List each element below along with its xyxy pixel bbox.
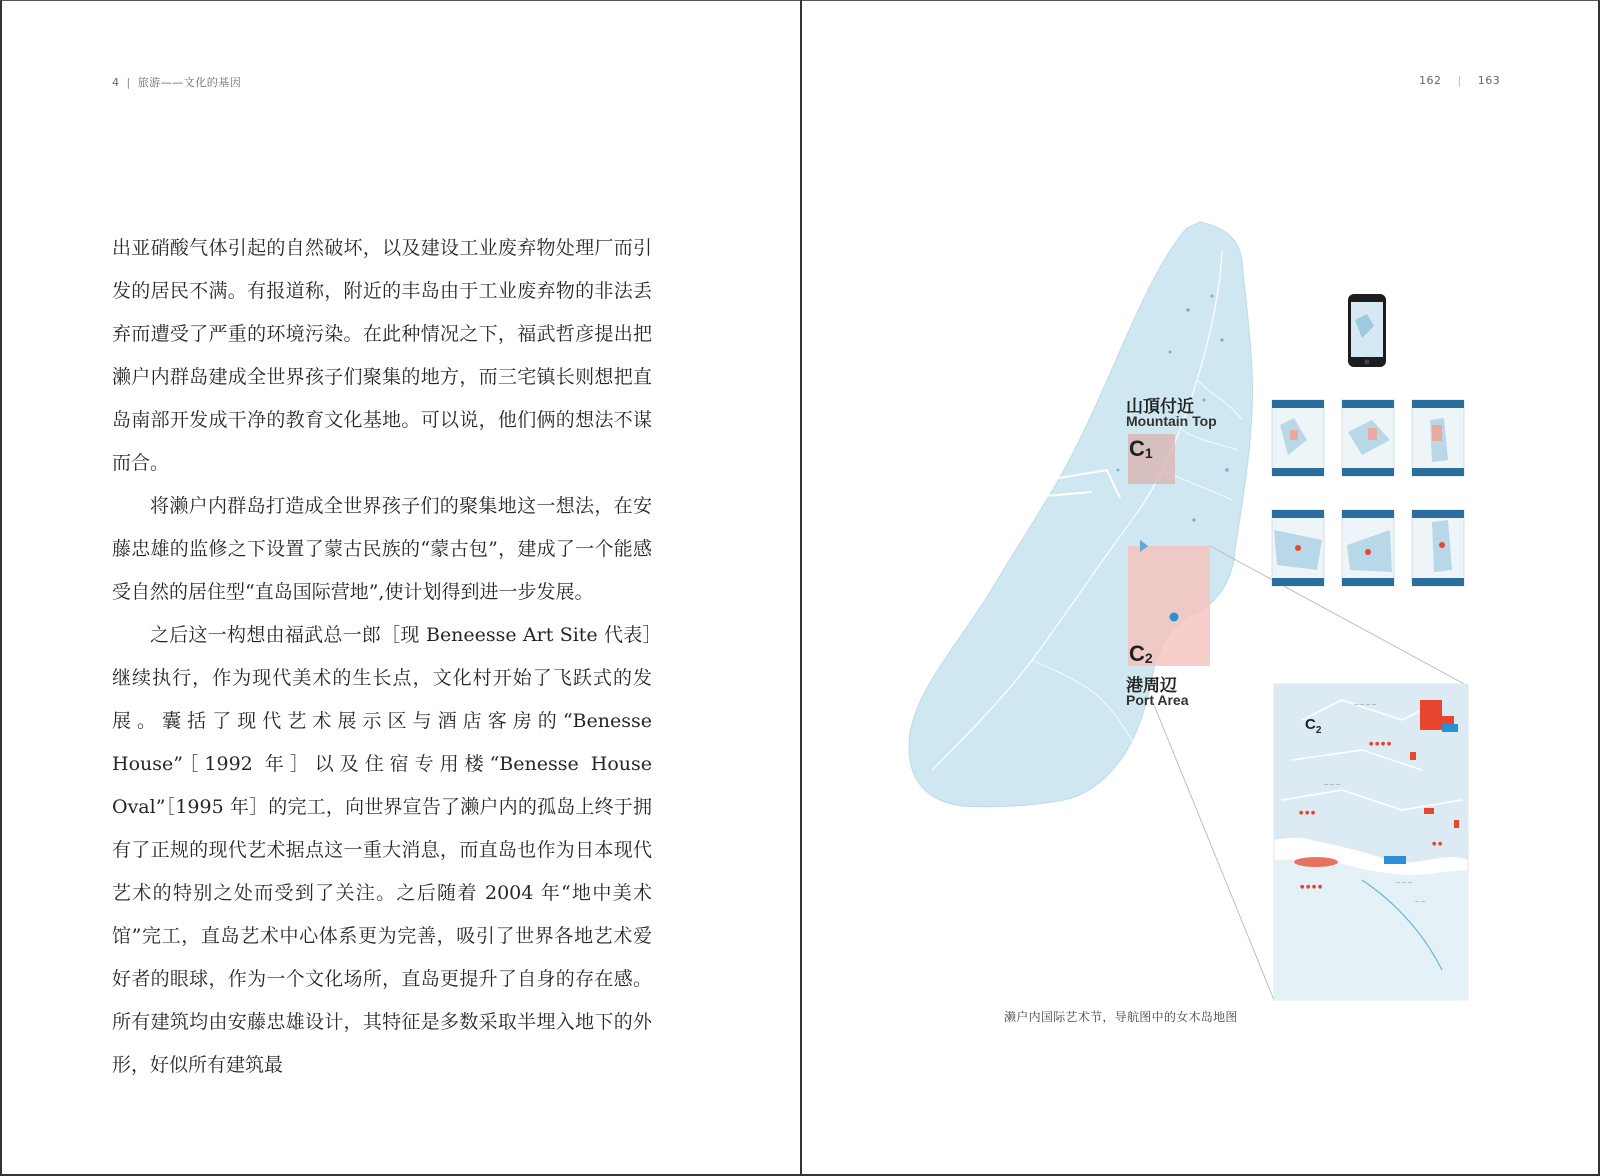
page-number-163: 163 [1477,74,1501,87]
zone-c2-code [1129,641,1153,667]
leader-line [1152,700,1274,1000]
map-figure [802,0,1600,1176]
left-page-number: 4 [112,76,120,89]
svg-text:● ● ●: ● ● ● [1299,810,1316,816]
island-shape [909,222,1253,807]
zone-c2-letter: C [1129,641,1145,666]
zone-c1-letter: C [1129,436,1145,461]
current-location-dot [1170,613,1179,622]
paragraph-2: 将濑户内群岛打造成全世界孩子们的聚集地这一想法，在安藤忠雄的监修之下设置了蒙古民族的“蒙古包”，建成了一个能感受自然的居住型“直岛国际营地”,使计划得到进一步发展。 [112,495,652,603]
running-head-separator: | [1457,74,1462,87]
page-number-162: 162 [1419,74,1442,87]
detail-map-letter: C [1305,716,1316,733]
zone-c2-number: 2 [1144,650,1153,666]
zone-c1-code [1129,436,1153,462]
app-thumbnails [1272,400,1464,586]
zone-c2-name-en: Port Area [1126,692,1189,708]
detail-map-code [1305,716,1321,736]
body-text [112,227,652,1087]
paragraph-1: 出亚硝酸气体引起的自然破坏，以及建设工业废弃物处理厂而引发的居民不满。有报道称，附近的丰岛由于工业废弃物的非法丢弃而遭受了严重的环境污染。在此种情况之下，福武哲彦提出把濑户内群岛建成全世界孩子们聚集的地方，而三宅镇长则想把直岛南部开发成干净的教育文化基地。可以说，他们俩的想法不谋而合。 [112,237,652,474]
zone-c1-name-cn: 山頂付近 [1126,397,1194,417]
paragraph-3: 之后这一构想由福武总一郎［现 Beneesse Art Site 代表］继续执行，作为现代美术的生长点，文化村开始了飞跃式的发展。囊括了现代艺术展示区与酒店客房的“Benesse House”［1992 年］以及住宿专用楼“Benesse House Oval”［1995 年］的完工，向世界宣告了濑户内的孤岛上终于拥有了正规的现代艺术据点这一重大消息，而直岛也作为日本现代艺术的特别之处而受到了关注。之后随着 2004 年“地中美术馆”完工，直岛艺术中心体系更为完善，吸引了世界各地艺术爱好者的眼球，作为一个文化场所，直岛更提升了自身的存在感。所有建筑均由安藤忠雄设计，其特征是多数采取半埋入地下的外形，好似所有建筑最 [112,624,652,1076]
svg-text:● ● ● ●: ● ● ● ● [1300,884,1323,890]
zone-c1-number: 1 [1144,445,1153,461]
svg-text:— — — —: — — — — [1354,703,1377,708]
figure-caption: 濑户内国际艺术节，导航图中的女木岛地图 [1004,1010,1238,1024]
svg-text:● ● ● ●: ● ● ● ● [1369,741,1392,747]
svg-text:● ●: ● ● [1432,841,1443,847]
detail-map-number: 2 [1315,725,1322,736]
phone-device [1348,294,1386,367]
svg-text:— — —: — — — [1396,881,1413,886]
svg-text:— —: — — [1415,900,1426,905]
left-running-head [112,74,241,90]
zone-c2-name-cn: 港周辺 [1126,676,1177,696]
chapter-title: 旅游——文化的基因 [137,76,242,89]
running-head-separator: | [126,76,131,89]
svg-text:— — —: — — — [1324,783,1341,788]
right-page [802,0,1600,1176]
detail-map [1274,684,1468,1000]
zone-c1-name-en: Mountain Top [1126,413,1217,429]
map-illustration [802,0,1600,1176]
